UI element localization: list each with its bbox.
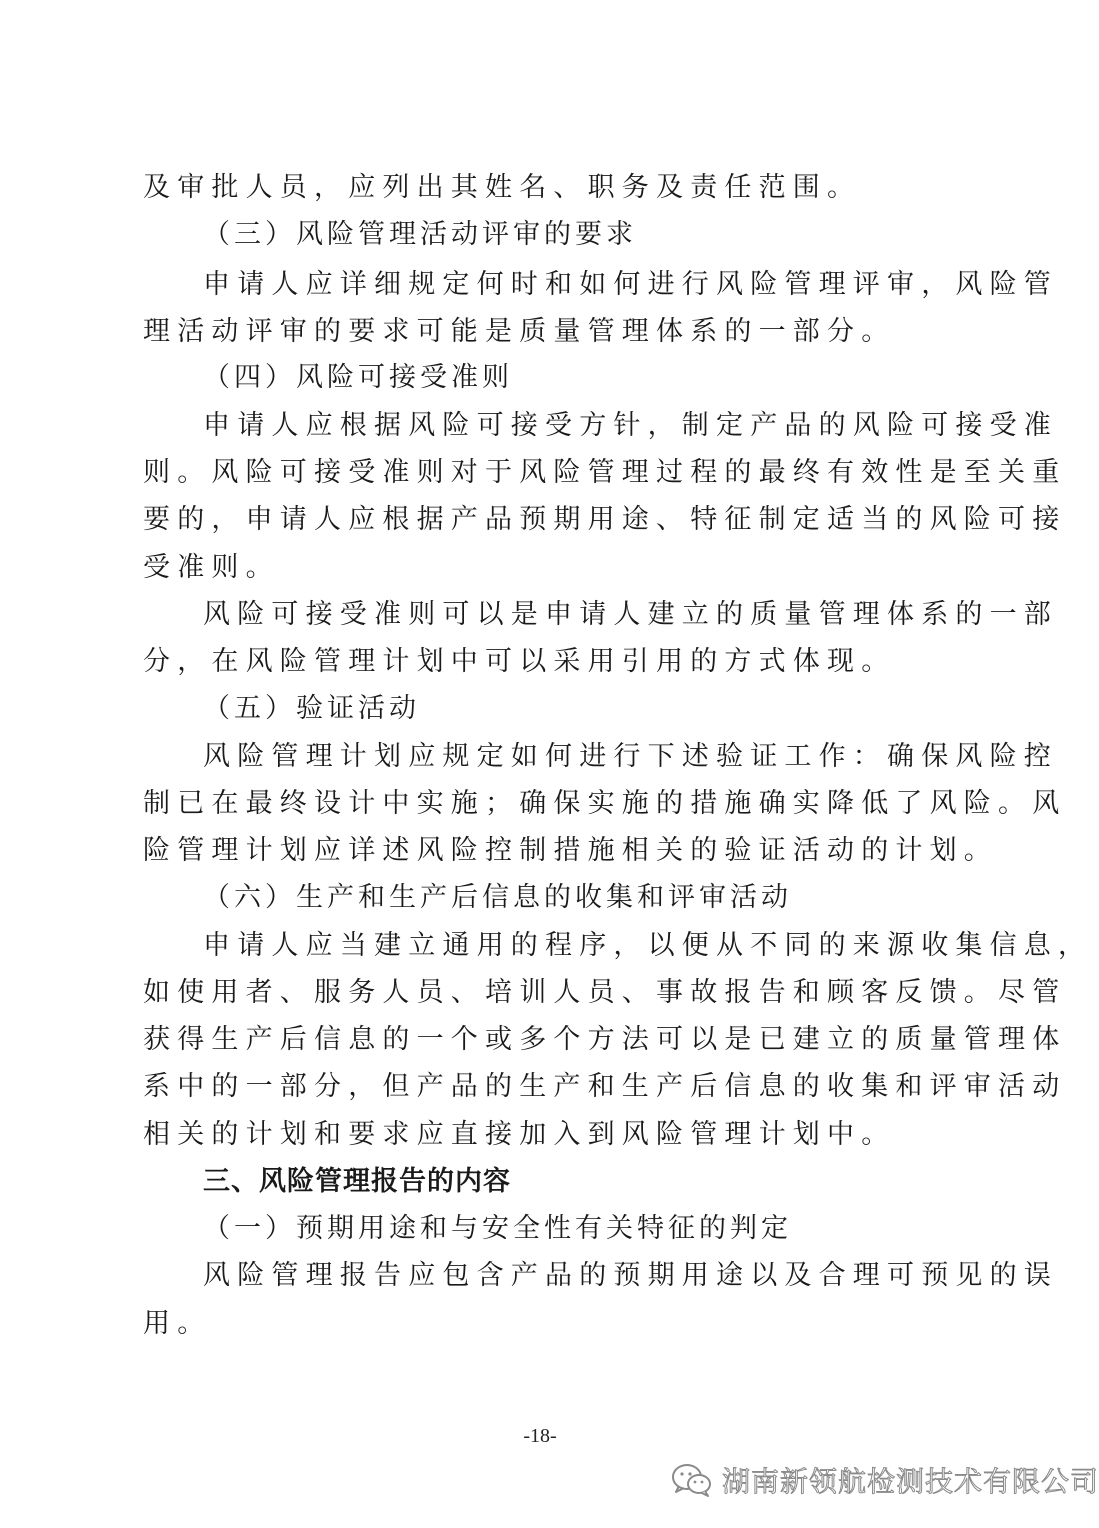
watermark	[670, 1455, 1099, 1505]
body-line: 风险管理计划应规定如何进行下述验证工作：确保风险控	[203, 741, 1058, 772]
watermark-text: 湖南新领航检测技术有限公司	[722, 1465, 1099, 1498]
body-line: 申请人应根据风险可接受方针，制定产品的风险可接受准	[203, 410, 1058, 441]
body-line: 制已在最终设计中实施；确保实施的措施确实降低了风险。风	[143, 788, 1067, 819]
body-line: 理活动评审的要求可能是质量管理体系的一部分。	[143, 316, 896, 347]
body-line: 用。	[143, 1308, 212, 1339]
subheading-risk-acceptability-criteria: （四）风险可接受准则	[203, 362, 513, 393]
body-line: 获得生产后信息的一个或多个方法可以是已建立的质量管理体	[143, 1024, 1067, 1055]
page-number: -18-	[523, 1425, 557, 1447]
body-line: 相关的计划和要求应直接加入到风险管理计划中。	[143, 1119, 896, 1150]
wechat-icon	[670, 1460, 714, 1500]
body-line: 分，在风险管理计划中可以采用引用的方式体现。	[143, 646, 896, 677]
body-line: 及审批人员，应列出其姓名、职务及责任范围。	[143, 172, 862, 203]
body-line: 风险可接受准则可以是申请人建立的质量管理体系的一部	[203, 599, 1058, 630]
body-line: 申请人应当建立通用的程序，以便从不同的来源收集信息，	[203, 930, 1093, 961]
body-line: 如使用者、服务人员、培训人员、事故报告和顾客反馈。尽管	[143, 977, 1067, 1008]
body-line: 要的，申请人应根据产品预期用途、特征制定适当的风险可接	[143, 504, 1067, 535]
body-line: 险管理计划应详述风险控制措施相关的验证活动的计划。	[143, 835, 998, 866]
subheading-intended-use-determination: （一）预期用途和与安全性有关特征的判定	[203, 1213, 792, 1244]
section-heading-risk-report-content: 三、风险管理报告的内容	[203, 1166, 511, 1197]
subheading-verification-activities: （五）验证活动	[203, 693, 420, 724]
subheading-risk-review-requirements: （三）风险管理活动评审的要求	[203, 219, 637, 250]
subheading-production-info-review: （六）生产和生产后信息的收集和评审活动	[203, 882, 792, 913]
body-line: 风险管理报告应包含产品的预期用途以及合理可预见的误	[203, 1260, 1058, 1291]
body-line: 受准则。	[143, 552, 280, 583]
body-line: 申请人应详细规定何时和如何进行风险管理评审，风险管	[203, 269, 1058, 300]
body-line: 系中的一部分，但产品的生产和生产后信息的收集和评审活动	[143, 1071, 1067, 1102]
body-line: 则。风险可接受准则对于风险管理过程的最终有效性是至关重	[143, 457, 1067, 488]
